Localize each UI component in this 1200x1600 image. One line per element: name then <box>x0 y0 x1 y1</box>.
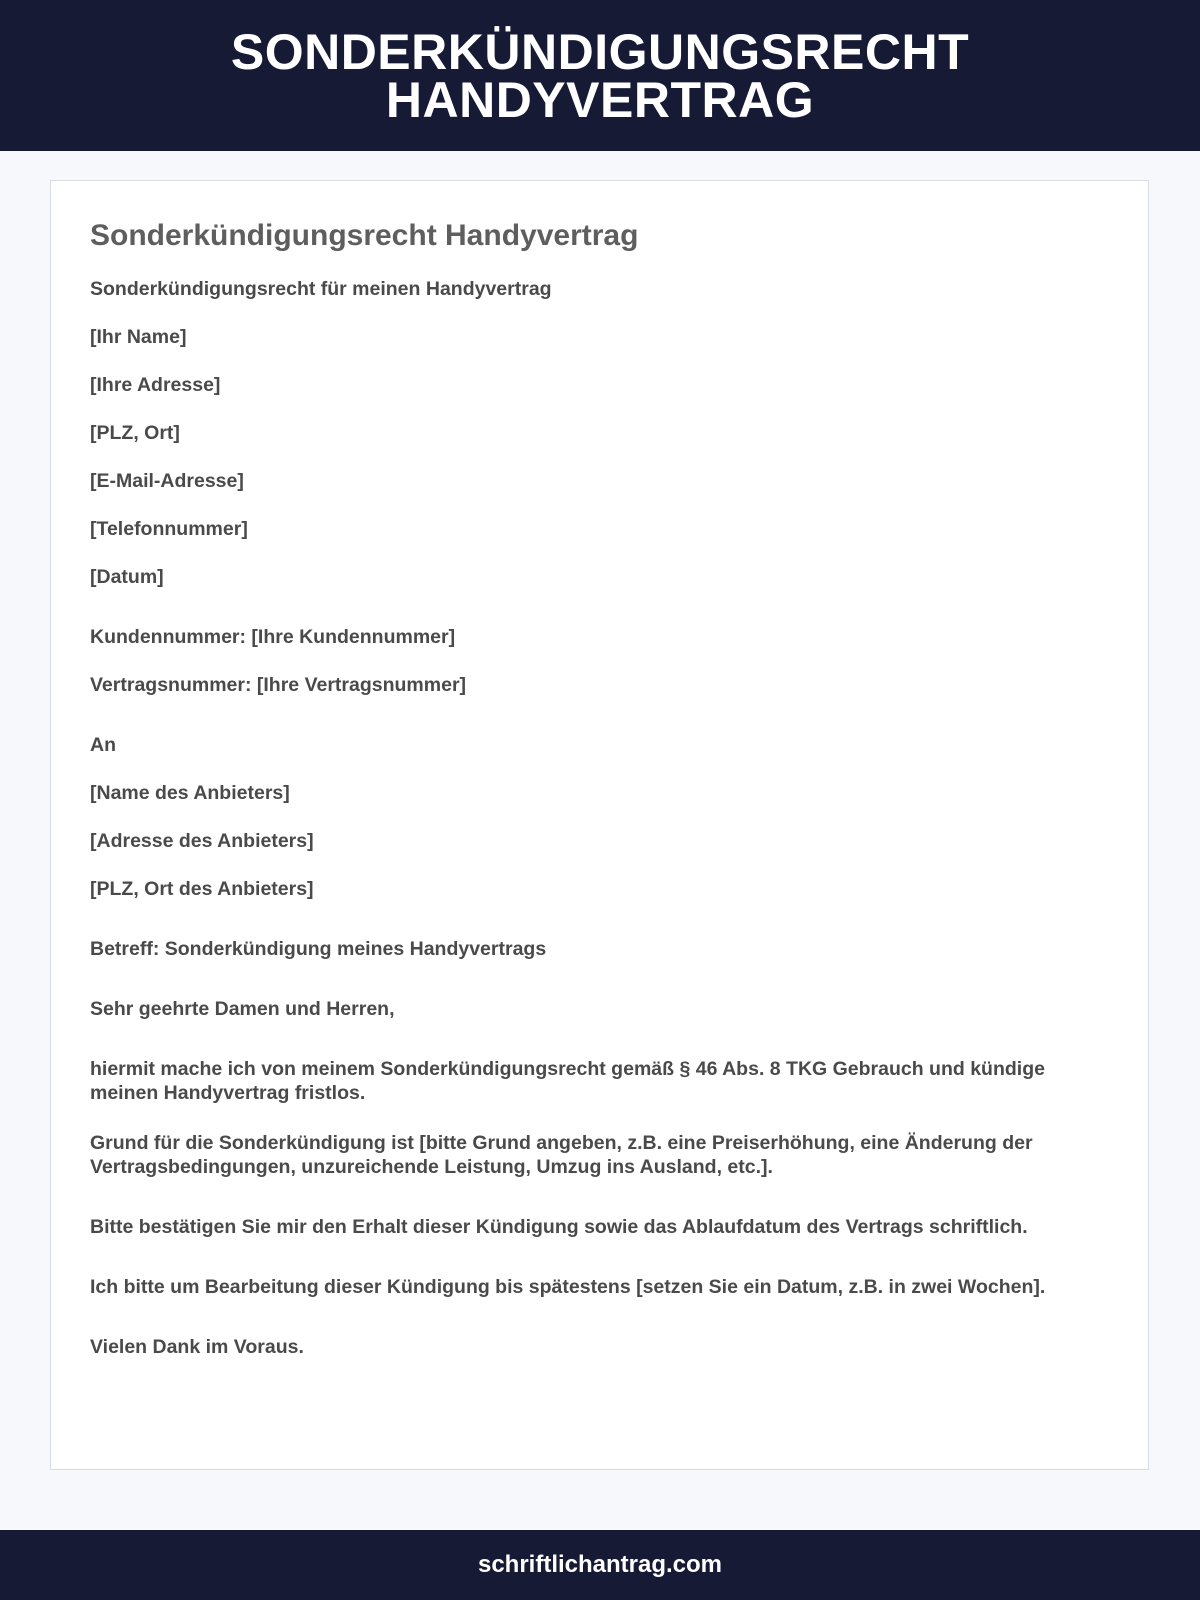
sender-name: [Ihr Name] <box>90 326 187 348</box>
recipient-label: An <box>90 734 116 756</box>
page-footer <box>0 1530 1200 1600</box>
letter-paragraph-4: Ich bitte um Bearbeitung dieser Kündigung bis spätestens [setzen Sie ein Datum, z.B. in zwei Wochen]. <box>90 1276 1046 1298</box>
page-header <box>0 0 1200 151</box>
page-title-line2: HANDYVERTRAG <box>385 71 815 128</box>
recipient-name: [Name des Anbieters] <box>90 782 290 804</box>
letter-subject: Betreff: Sonderkündigung meines Handyvertrags <box>90 938 547 960</box>
footer-site-link[interactable]: schriftlichantrag.com <box>477 1551 723 1578</box>
letter-paragraph-1: hiermit mache ich von meinem Sonderkündigungsrecht gemäß § 46 Abs. 8 TKG Gebrauch und kündige meinen Handyvertrag fristlos. <box>90 1058 1045 1104</box>
sender-email: [E-Mail-Adresse] <box>90 470 244 492</box>
letter-closing: Vielen Dank im Voraus. <box>90 1336 304 1358</box>
sender-address: [Ihre Adresse] <box>90 374 221 396</box>
recipient-city: [PLZ, Ort des Anbieters] <box>90 878 314 900</box>
letter-paragraph-3: Bitte bestätigen Sie mir den Erhalt dieser Kündigung sowie das Ablaufdatum des Vertrags schriftlich. <box>90 1216 1028 1238</box>
sender-phone: [Telefonnummer] <box>90 518 248 540</box>
sender-city: [PLZ, Ort] <box>90 422 180 444</box>
letter-title: Sonderkündigungsrecht Handyvertrag <box>90 219 639 252</box>
letter-date: [Datum] <box>90 566 164 588</box>
letter-salutation: Sehr geehrte Damen und Herren, <box>90 998 395 1020</box>
letter-paragraph-2: Grund für die Sonderkündigung ist [bitte Grund angeben, z.B. eine Preiserhöhung, eine Änderung der Vertragsbedingungen, unzureichende Leistung, Umzug ins Ausland, etc.]. <box>90 1132 1033 1178</box>
recipient-address: [Adresse des Anbieters] <box>90 830 314 852</box>
contract-number: Vertragsnummer: [Ihre Vertragsnummer] <box>90 674 467 696</box>
letter-subtitle: Sonderkündigungsrecht für meinen Handyvertrag <box>90 278 552 300</box>
page-title-line1: SONDERKÜNDIGUNGSRECHT <box>230 23 970 80</box>
page-title <box>230 23 970 128</box>
letter-card <box>50 180 1149 1470</box>
customer-number: Kundennummer: [Ihre Kundennummer] <box>90 626 456 648</box>
